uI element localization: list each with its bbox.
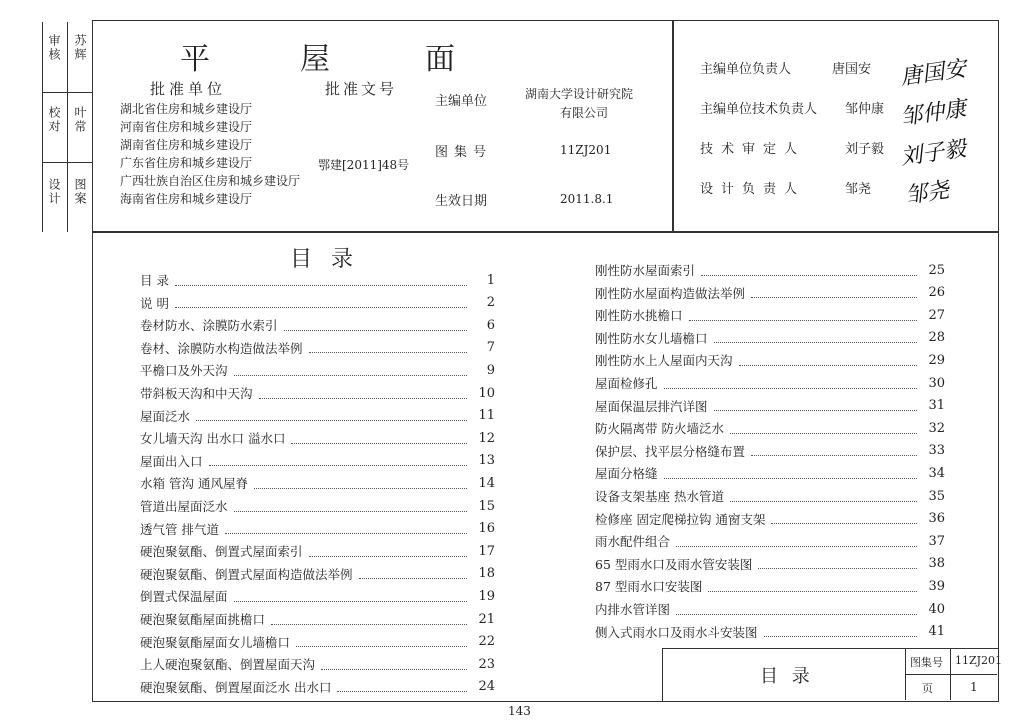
toc-leader-dots xyxy=(664,378,917,389)
approval-unit: 广西壮族自治区住房和城乡建设厅 xyxy=(120,174,301,188)
toc-entry-page: 21 xyxy=(478,611,495,627)
toc-entry-page: 22 xyxy=(478,634,495,650)
header-bottom-rule xyxy=(92,231,672,233)
toc-entry xyxy=(140,608,495,630)
toc-leader-dots xyxy=(271,614,467,625)
toc-entry-title: 保护层、找平层分格缝布置 xyxy=(595,443,746,459)
toc-leader-dots xyxy=(359,568,467,579)
toc-leader-dots xyxy=(234,501,467,512)
issue-date: 2011.8.1 xyxy=(560,192,614,206)
toc-entry-title: 屋面出入口 xyxy=(140,453,203,469)
toc-entry xyxy=(140,540,495,562)
toc-entry xyxy=(140,518,495,540)
toc-leader-dots xyxy=(771,513,917,524)
responsible-role: 主编单位技术负责人 xyxy=(700,102,818,117)
toc-entry-title: 刚性防水上人屋面内天沟 xyxy=(595,353,733,369)
toc-leader-dots xyxy=(225,523,467,534)
toc-leader-dots xyxy=(291,433,467,444)
toc-entry-page: 26 xyxy=(928,285,945,301)
approval-unit: 广东省住房和城乡建设厅 xyxy=(120,156,253,170)
toc-leader-dots xyxy=(309,546,467,557)
toc-entry xyxy=(140,653,495,675)
approval-unit: 海南省住房和城乡建设厅 xyxy=(120,192,253,206)
title-block-atlas-no: 11ZJ201 xyxy=(955,654,1003,667)
toc-entry-title: 雨水配件组合 xyxy=(595,534,671,550)
toc-entry xyxy=(595,440,945,462)
toc-entry xyxy=(595,598,945,620)
toc-entry-title: 刚性防水女儿墙檐口 xyxy=(595,330,708,346)
toc-entry-title: 检修座 固定爬梯拉钩 通窗支架 xyxy=(595,511,766,527)
toc-entry-page: 6 xyxy=(486,317,495,333)
title-block-page-label: 页 xyxy=(922,682,933,695)
title-block-atlas-label: 图集号 xyxy=(910,656,943,669)
toc-heading: 目 录 xyxy=(290,247,359,272)
title-block xyxy=(662,648,999,702)
title-block-name: 目 录 xyxy=(760,666,814,687)
toc-entry-page: 18 xyxy=(478,566,495,582)
toc-entry-title: 设备支架基座 热水管道 xyxy=(595,489,724,504)
toc-entry xyxy=(595,259,945,281)
toc-leader-dots xyxy=(714,332,917,343)
toc-entry-page: 39 xyxy=(928,578,945,594)
toc-entry-page: 17 xyxy=(478,543,495,559)
toc-leader-dots xyxy=(296,636,467,647)
toc-entry-page: 25 xyxy=(928,262,945,278)
review-stamp-strip xyxy=(42,22,92,232)
toc-leader-dots xyxy=(676,536,917,547)
toc-entry-title: 透气管 排气道 xyxy=(140,521,219,537)
toc-entry xyxy=(595,530,945,552)
toc-leader-dots xyxy=(209,455,467,466)
toc-entry xyxy=(595,553,945,575)
responsible-bottom-rule xyxy=(672,231,998,233)
editor-unit-label: 主编单位 xyxy=(435,94,488,109)
toc-entry-page: 31 xyxy=(928,398,945,414)
toc-entry-page: 36 xyxy=(928,511,945,527)
toc-entry-title: 87 型雨水口安装图 xyxy=(595,579,703,595)
toc-entry-title: 刚性防水屋面索引 xyxy=(595,263,696,278)
toc-leader-dots xyxy=(664,468,917,479)
responsible-name: 邹仲康 xyxy=(845,102,885,117)
toc-leader-dots xyxy=(175,275,467,286)
approval-doc-label: 批准文号 xyxy=(325,80,398,98)
toc-entry-page: 1 xyxy=(486,272,495,288)
stamp-design-label: 设计 xyxy=(47,178,61,206)
toc-entry-page: 40 xyxy=(928,601,945,617)
responsible-name: 刘子毅 xyxy=(845,142,885,157)
toc-entry-page: 24 xyxy=(478,679,495,695)
toc-entry-title: 屋面分格缝 xyxy=(595,466,658,482)
issue-date-label: 生效日期 xyxy=(435,194,488,209)
toc-entry xyxy=(140,631,495,653)
toc-entry xyxy=(595,372,945,394)
toc-entry-title: 屋面保温层排汽详图 xyxy=(595,398,708,414)
toc-leader-dots xyxy=(701,265,917,276)
toc-entry-page: 11 xyxy=(478,408,495,424)
toc-entry-title: 倒置式保温屋面 xyxy=(140,589,228,605)
toc-entry xyxy=(595,417,945,439)
toc-entry-page: 30 xyxy=(928,375,945,391)
toc-entry xyxy=(140,359,495,381)
stamp-review-label: 审核 xyxy=(47,34,61,62)
toc-leader-dots xyxy=(708,581,917,592)
approval-unit: 湖南省住房和城乡建设厅 xyxy=(120,138,253,152)
signature: 邹仲康 xyxy=(898,96,968,131)
atlas-no-label: 图集号 xyxy=(435,145,493,160)
title-char-2: 屋 xyxy=(300,42,332,77)
page-number: 143 xyxy=(508,704,531,718)
toc-entry xyxy=(140,292,495,314)
toc-entry-title: 65 型雨水口及雨水管安装图 xyxy=(595,556,753,572)
toc-entry xyxy=(595,508,945,530)
approval-unit: 湖北省住房和城乡建设厅 xyxy=(120,102,253,116)
title-char-1: 平 xyxy=(180,42,212,77)
signature: 邹尧 xyxy=(903,178,951,209)
toc-entry-page: 10 xyxy=(478,385,495,401)
editor-unit-line2: 有限公司 xyxy=(560,106,609,120)
toc-entry xyxy=(140,563,495,585)
editor-unit-line1: 湖南大学设计研究院 xyxy=(525,87,634,101)
toc-entry-page: 29 xyxy=(928,352,945,368)
toc-leader-dots xyxy=(751,287,917,298)
toc-entry xyxy=(140,495,495,517)
toc-entry-page: 15 xyxy=(478,498,495,514)
responsible-role: 主编单位负责人 xyxy=(700,62,792,77)
toc-leader-dots xyxy=(321,659,467,670)
toc-entry-page: 28 xyxy=(928,330,945,346)
signature: 刘子毅 xyxy=(898,136,968,171)
responsible-name: 邹尧 xyxy=(845,182,872,197)
toc-entry-page: 27 xyxy=(928,307,945,323)
toc-entry-title: 屋面检修孔 xyxy=(595,376,658,391)
toc-entry-title: 硬泡聚氨酯屋面挑檐口 xyxy=(140,612,266,627)
toc-entry xyxy=(595,485,945,507)
toc-leader-dots xyxy=(764,626,917,637)
toc-entry-title: 说 明 xyxy=(140,295,169,311)
title-char-3: 面 xyxy=(425,42,457,77)
toc-leader-dots xyxy=(730,491,917,502)
toc-entry xyxy=(595,327,945,349)
toc-entry xyxy=(595,462,945,484)
toc-entry xyxy=(595,621,945,643)
responsible-role: 技术审定人 xyxy=(700,142,806,157)
toc-entry xyxy=(140,427,495,449)
toc-leader-dots xyxy=(739,355,917,366)
approval-unit: 河南省住房和城乡建设厅 xyxy=(120,120,253,134)
responsible-name: 唐国安 xyxy=(832,62,872,77)
toc-leader-dots xyxy=(234,365,467,376)
toc-entry-title: 硬泡聚氨酯、倒置式屋面索引 xyxy=(140,544,303,560)
toc-entry-title: 硬泡聚氨酯、倒置式屋面构造做法举例 xyxy=(140,566,353,582)
atlas-no: 11ZJ201 xyxy=(560,143,612,157)
toc-leader-dots xyxy=(234,591,467,602)
toc-entry xyxy=(595,349,945,371)
approval-units-list xyxy=(120,100,300,208)
toc-entry xyxy=(140,337,495,359)
toc-leader-dots xyxy=(730,423,917,434)
toc-entry-page: 33 xyxy=(928,443,945,459)
stamp-check-name: 叶常 xyxy=(73,106,87,134)
toc-entry xyxy=(140,585,495,607)
toc-entry xyxy=(595,395,945,417)
toc-entry-page: 32 xyxy=(928,420,945,436)
stamp-check-label: 校对 xyxy=(47,106,61,134)
toc-entry xyxy=(595,304,945,326)
toc-entry xyxy=(595,575,945,597)
toc-entry xyxy=(140,269,495,291)
stamp-design-name: 图案 xyxy=(73,178,87,206)
toc-entry-title: 刚性防水挑檐口 xyxy=(595,308,683,324)
toc-entry-page: 19 xyxy=(478,588,495,604)
toc-entry-title: 目 录 xyxy=(140,273,169,288)
toc-entry-title: 管道出屋面泛水 xyxy=(140,499,228,514)
toc-entry xyxy=(140,676,495,698)
toc-entry-title: 防火隔离带 防火墙泛水 xyxy=(595,421,724,437)
toc-leader-dots xyxy=(758,558,917,569)
toc-leader-dots xyxy=(714,400,917,411)
toc-leader-dots xyxy=(254,478,467,489)
responsible-role: 设计负责人 xyxy=(700,182,806,197)
toc-entry-page: 16 xyxy=(478,521,495,537)
toc-entry-page: 2 xyxy=(486,295,495,311)
toc-leader-dots xyxy=(337,681,467,692)
toc-entry-title: 水箱 管沟 通风屋脊 xyxy=(140,476,248,492)
toc-entry-title: 硬泡聚氨酯、倒置屋面泛水 出水口 xyxy=(140,679,332,695)
toc-entry-page: 12 xyxy=(478,430,495,446)
toc-entry-title: 卷材防水、涂膜防水索引 xyxy=(140,318,278,334)
approval-units-label: 批准单位 xyxy=(150,80,227,98)
toc-entry xyxy=(140,405,495,427)
toc-entry-title: 女儿墙天沟 出水口 溢水口 xyxy=(140,431,286,447)
toc-entry xyxy=(140,472,495,494)
toc-entry-page: 38 xyxy=(928,556,945,572)
toc-entry-page: 41 xyxy=(928,624,945,640)
toc-entry-title: 屋面泛水 xyxy=(140,408,191,424)
toc-leader-dots xyxy=(259,388,467,399)
approval-doc-no: 鄂建[2011]48号 xyxy=(318,158,410,172)
toc-entry-page: 37 xyxy=(928,533,945,549)
toc-entry-page: 14 xyxy=(478,475,495,491)
toc-leader-dots xyxy=(196,410,467,421)
stamp-review-name: 苏辉 xyxy=(73,34,87,62)
toc-entry-title: 平檐口及外天沟 xyxy=(140,363,228,379)
toc-leader-dots xyxy=(676,604,917,615)
toc-entry-page: 35 xyxy=(928,488,945,504)
title-block-page-no: 1 xyxy=(970,680,978,694)
toc-entry-page: 7 xyxy=(486,340,495,356)
toc-leader-dots xyxy=(689,310,917,321)
toc-entry-title: 带斜板天沟和中天沟 xyxy=(140,386,253,401)
toc-entry xyxy=(140,450,495,472)
toc-entry-page: 13 xyxy=(478,453,495,469)
toc-entry xyxy=(595,282,945,304)
toc-leader-dots xyxy=(751,445,917,456)
header-divider xyxy=(672,20,674,233)
toc-entry-page: 34 xyxy=(928,465,945,481)
toc-entry xyxy=(140,382,495,404)
toc-entry-title: 卷材、涂膜防水构造做法举例 xyxy=(140,340,303,356)
toc-leader-dots xyxy=(175,297,467,308)
toc-entry-title: 硬泡聚氨酯屋面女儿墙檐口 xyxy=(140,634,291,650)
toc-entry-title: 刚性防水屋面构造做法举例 xyxy=(595,285,746,301)
signature: 唐国安 xyxy=(898,56,968,91)
toc-entry-title: 上人硬泡聚氨酯、倒置屋面天沟 xyxy=(140,657,316,673)
toc-leader-dots xyxy=(309,342,467,353)
toc-leader-dots xyxy=(284,320,467,331)
toc-entry-title: 内排水管详图 xyxy=(595,602,671,617)
toc-entry xyxy=(140,314,495,336)
toc-entry-page: 9 xyxy=(486,362,495,378)
toc-entry-title: 侧入式雨水口及雨水斗安装图 xyxy=(595,624,758,640)
toc-entry-page: 23 xyxy=(478,656,495,672)
